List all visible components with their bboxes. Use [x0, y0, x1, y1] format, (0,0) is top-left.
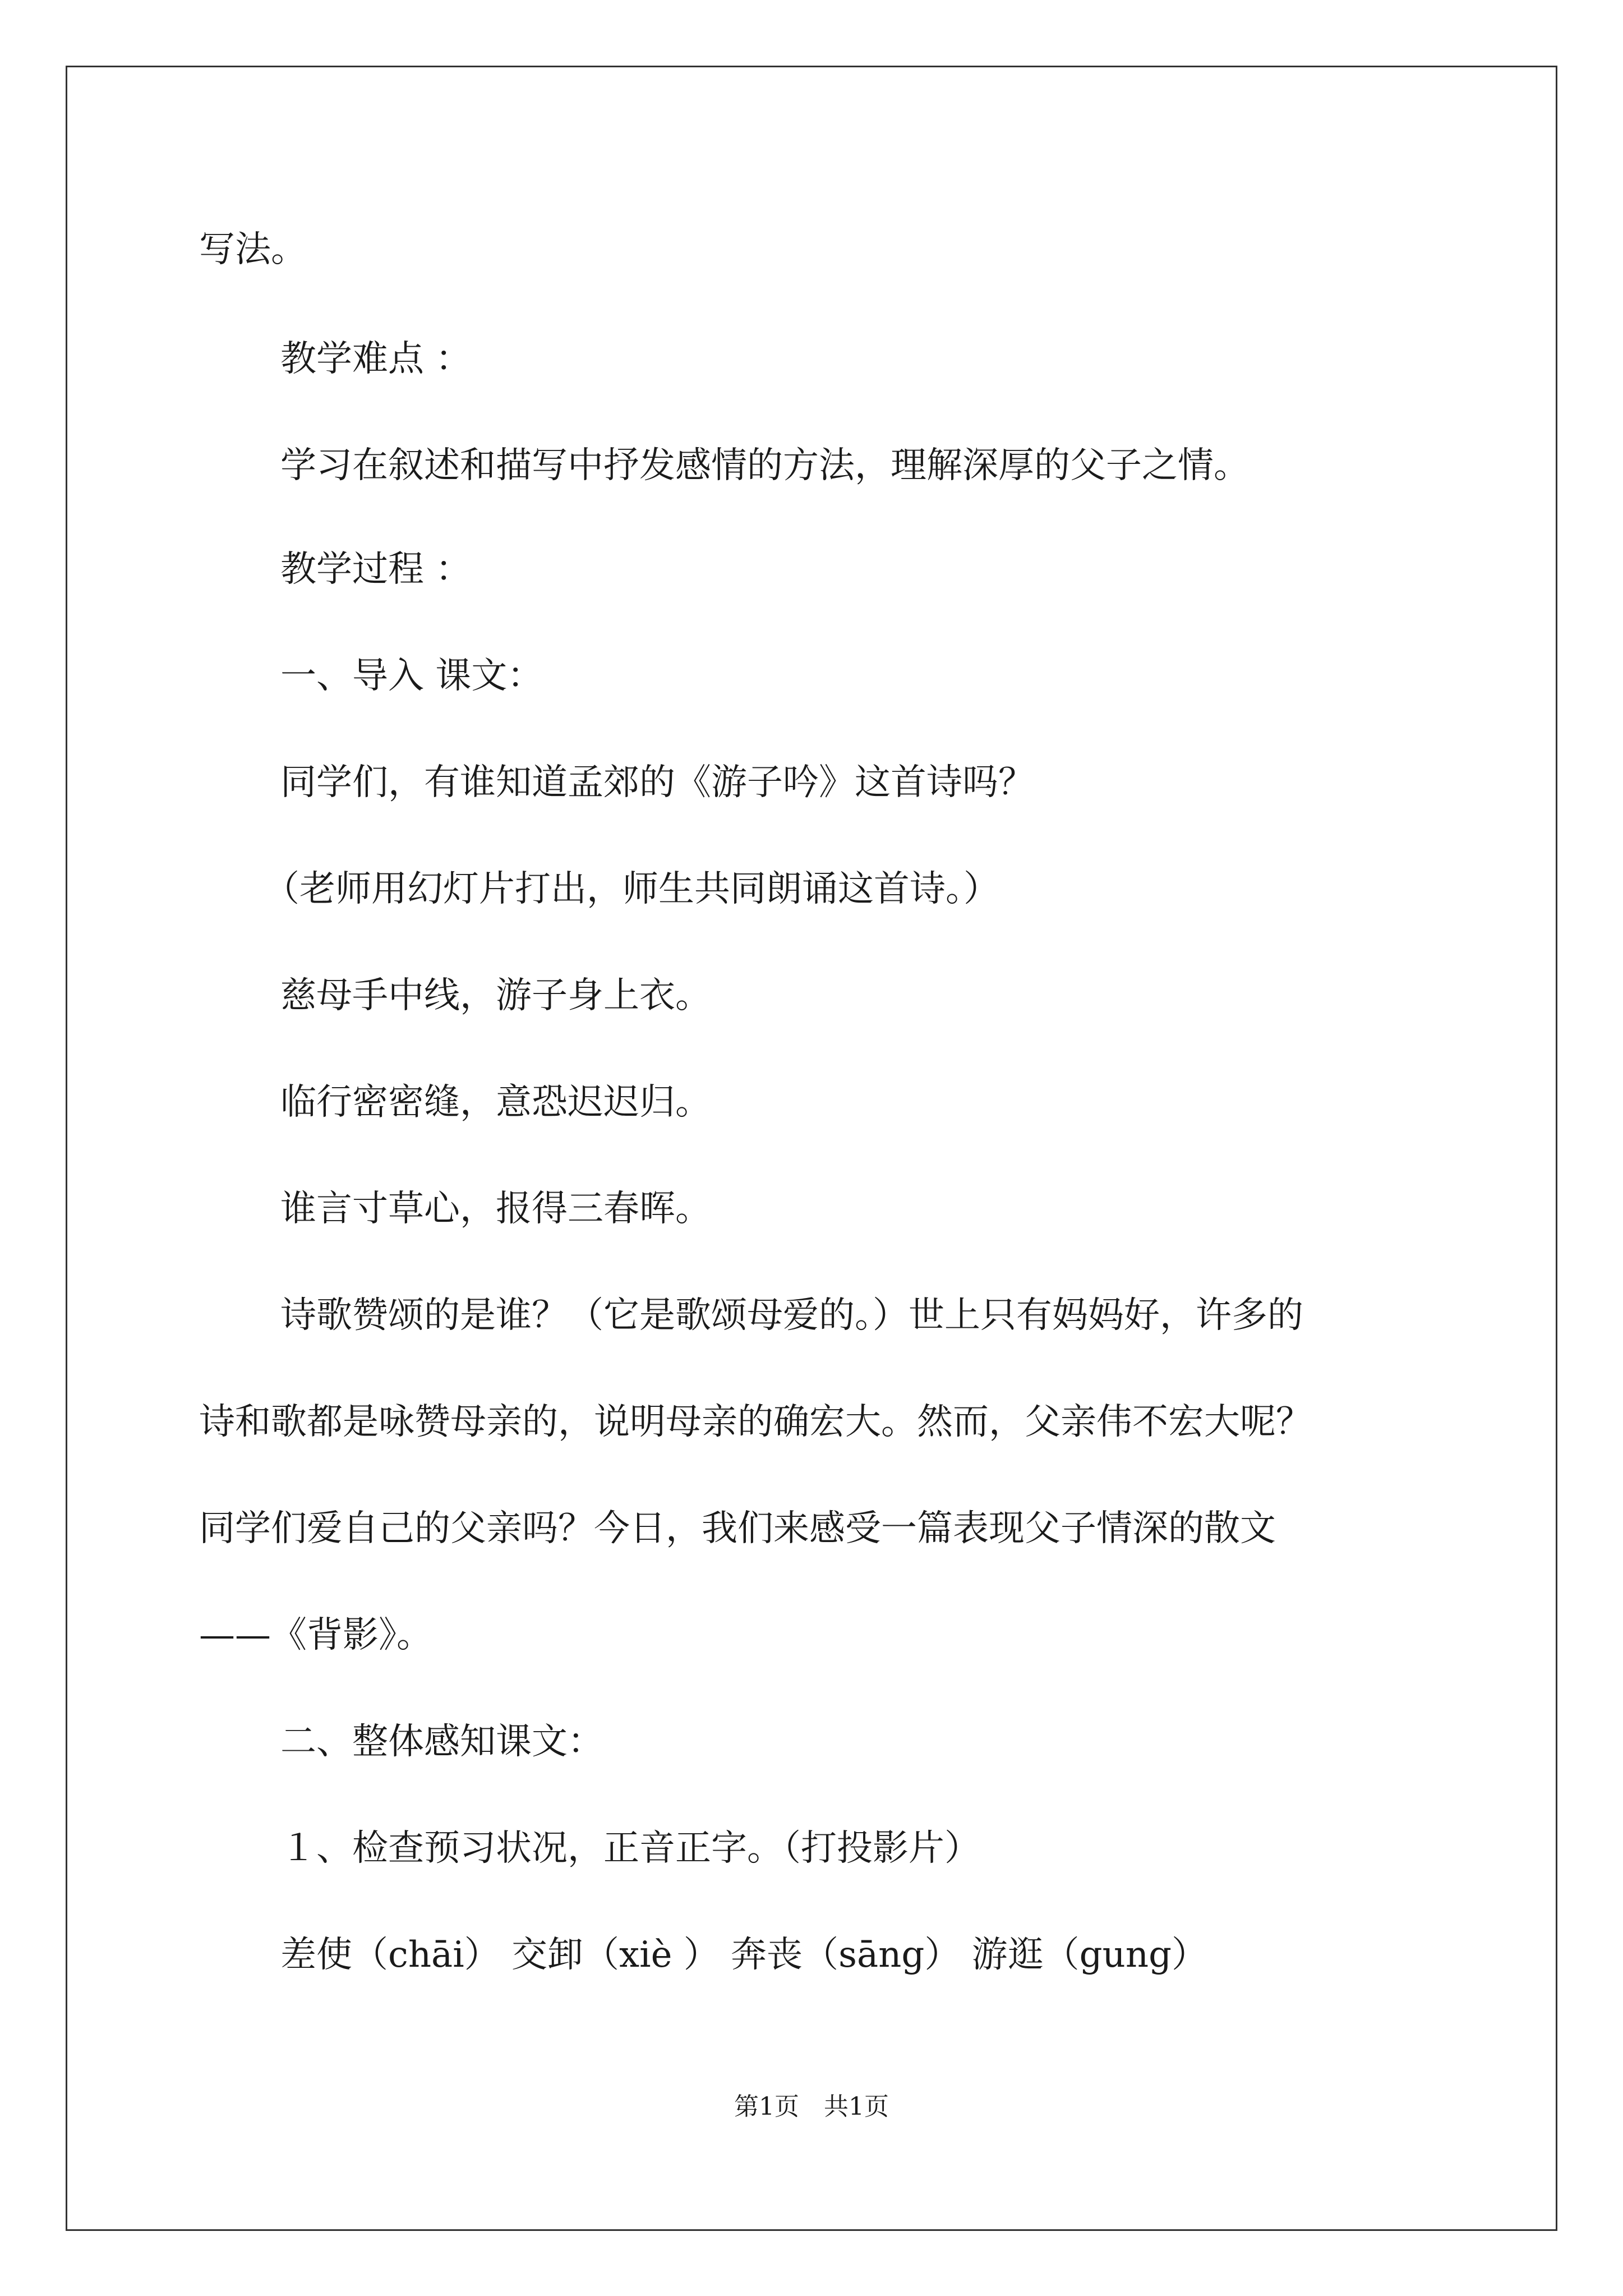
- paragraph-pronunciation: 差使（chāi） 交卸（xiè ） 奔丧（sāng） 游逛（gung）: [280, 1934, 1208, 1976]
- page-number-footer: 第1页 共1页: [734, 2092, 889, 2121]
- heading-introduction: 一、导入 课文：: [280, 655, 543, 697]
- paragraph-slide-note: （老师用幻灯片打出，师生共同朗诵这首诗。）: [264, 868, 999, 910]
- poem-line-2: 临行密密缝，意恐迟迟归。: [280, 1082, 711, 1123]
- paragraph-discussion-line-1: 诗歌赞颂的是谁？（它是歌颂母爱的。）世上只有妈妈好，许多的: [280, 1295, 1303, 1336]
- heading-overall-perception: 二、整体感知课文：: [280, 1721, 603, 1763]
- heading-teaching-process: 教学过程 ：: [280, 549, 472, 590]
- paragraph-preview-check: １、检查预习状况，正音正字。（打投影片）: [280, 1828, 980, 1869]
- poem-line-3: 谁言寸草心，报得三春晖。: [280, 1188, 711, 1230]
- heading-teaching-difficulty: 教学难点 ：: [280, 338, 472, 380]
- paragraph-difficulty: 学习在叙述和描写中抒发感情的方法，理解深厚的父子之情。: [280, 445, 1249, 486]
- page-border: [66, 66, 1557, 2231]
- text-line-continuation: 写法。: [199, 229, 307, 270]
- poem-line-1: 慈母手中线，游子身上衣。: [280, 975, 711, 1016]
- paragraph-discussion-line-2: 诗和歌都是咏赞母亲的，说明母亲的确宏大。然而，父亲伟不宏大呢？: [199, 1401, 1312, 1443]
- paragraph-discussion-line-3: 同学们爱自己的父亲吗？今日，我们来感受一篇表现父子情深的散文: [199, 1508, 1276, 1549]
- paragraph-question: 同学们，有谁知道孟郊的《游子吟》这首诗吗？: [280, 762, 1034, 803]
- paragraph-discussion-line-4: ——《背影》。: [199, 1614, 432, 1656]
